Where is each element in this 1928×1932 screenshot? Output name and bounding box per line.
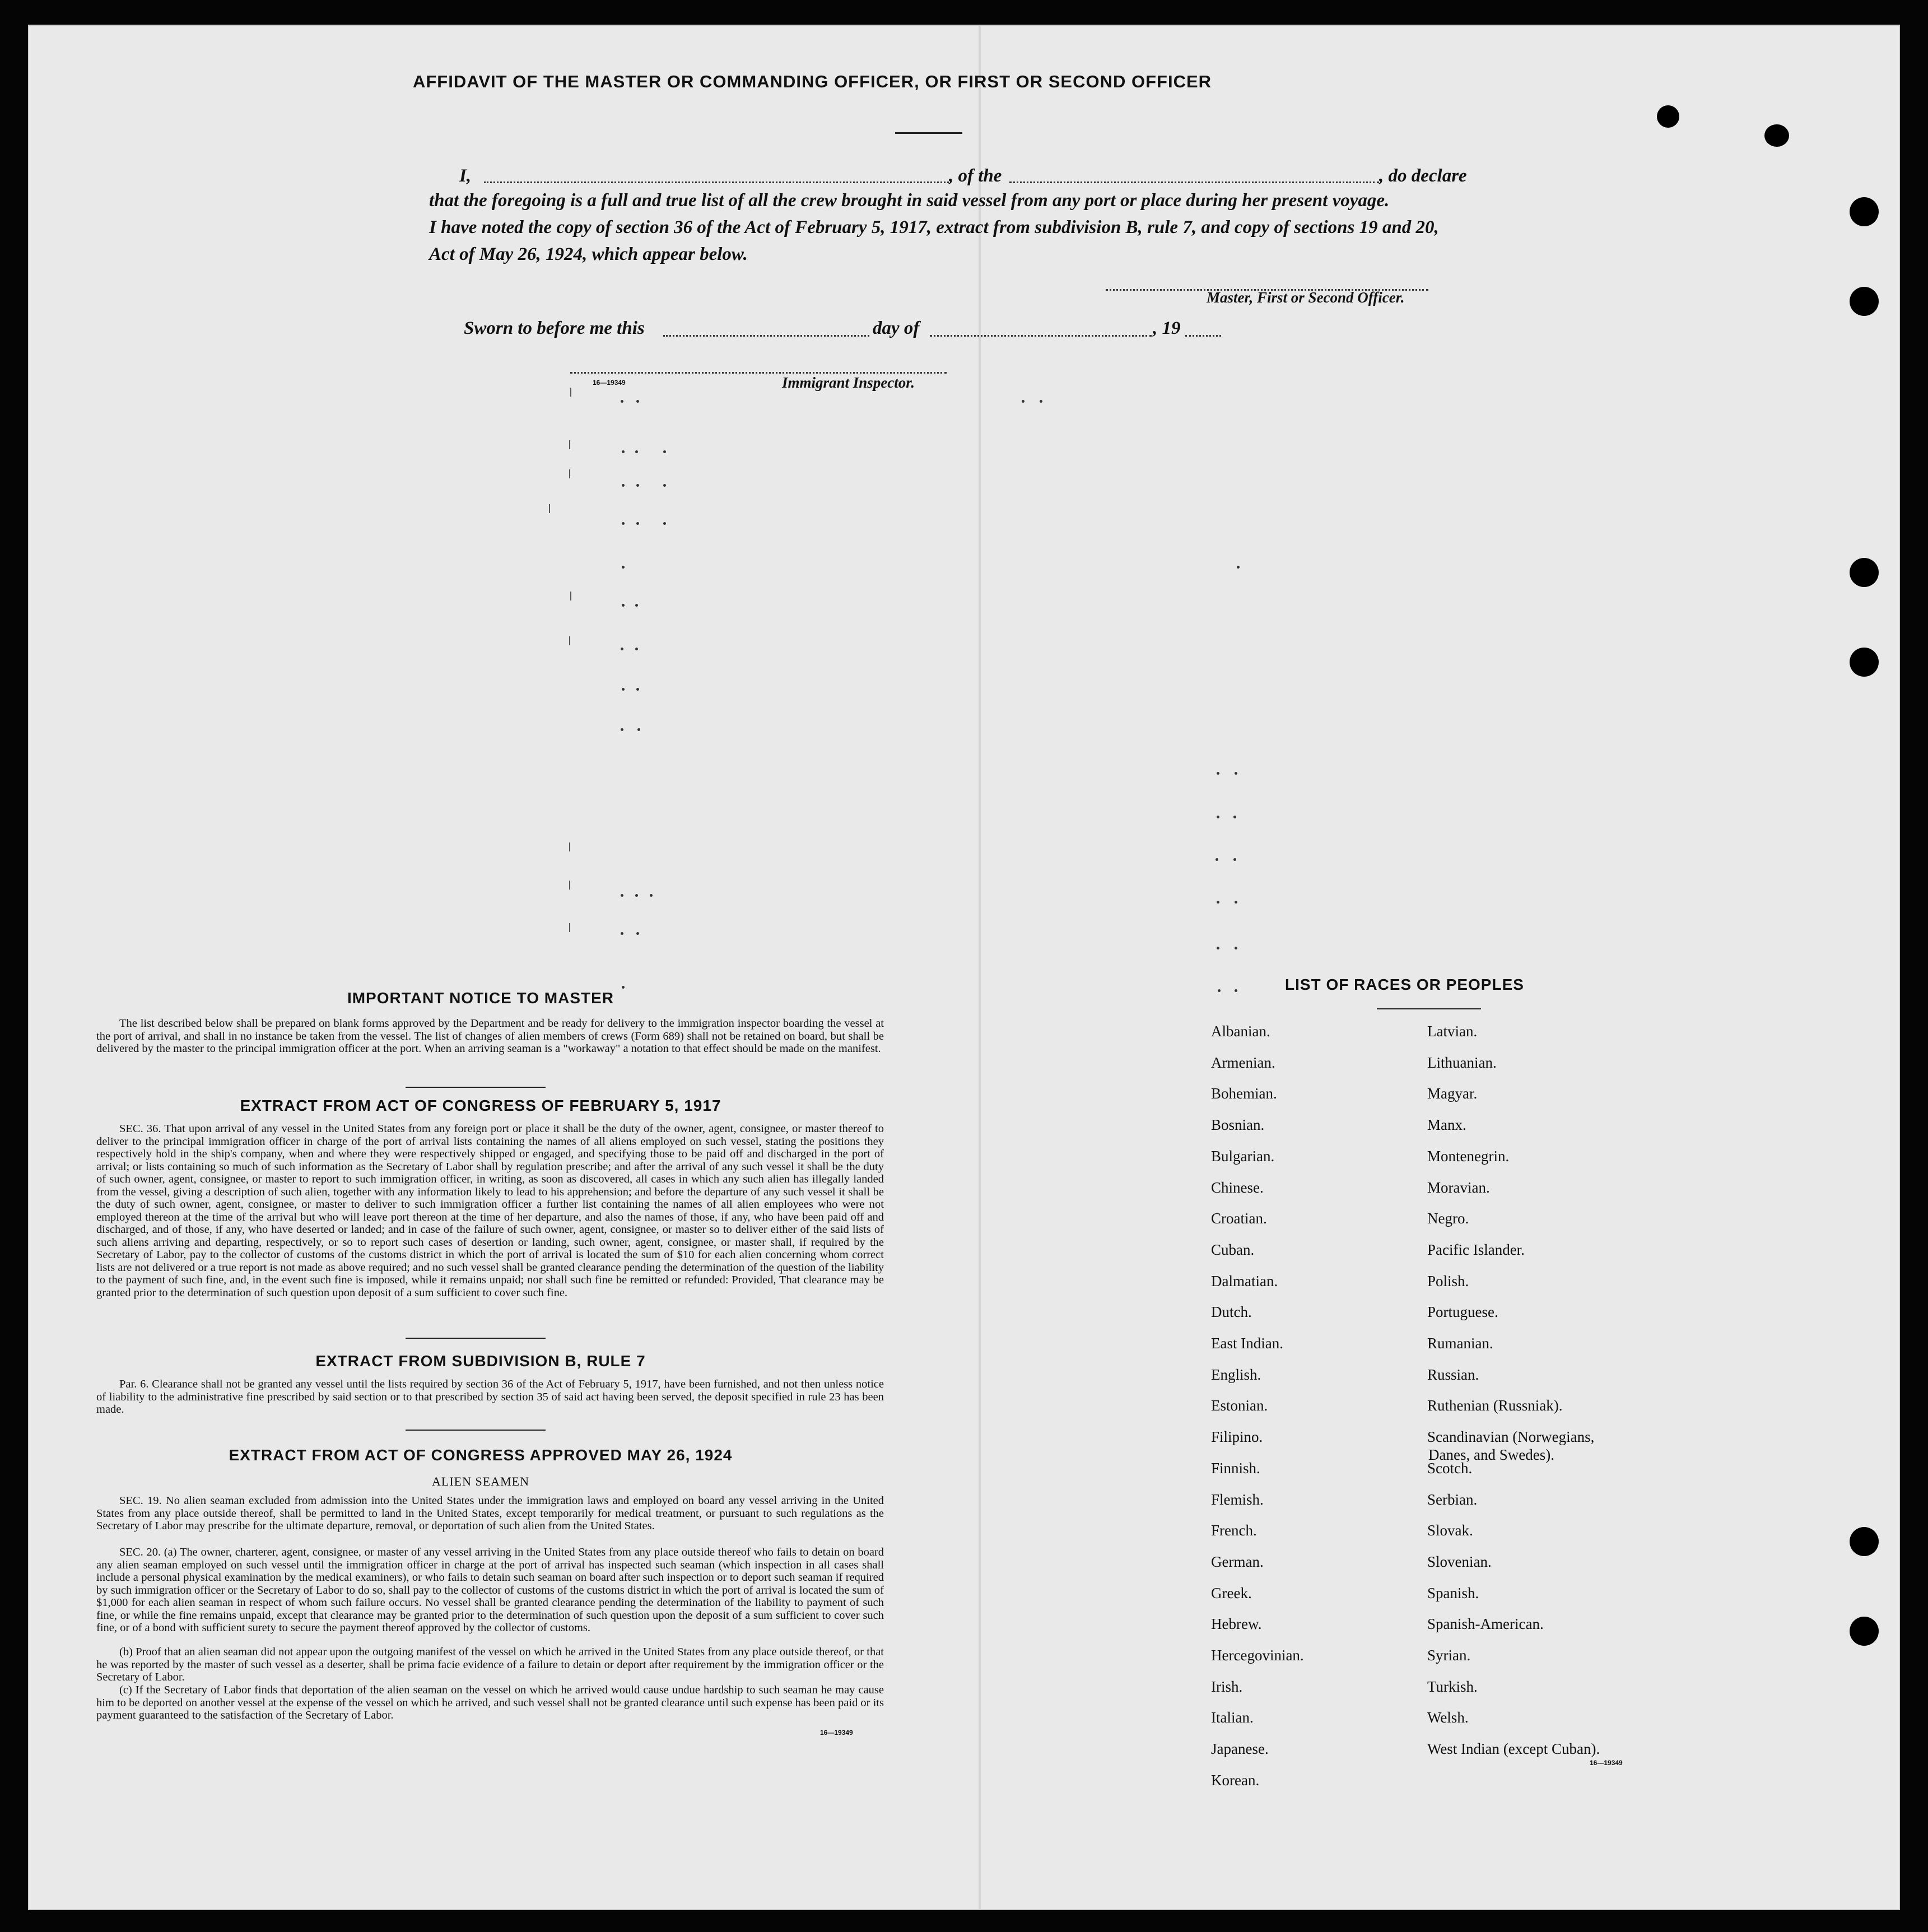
notice-text: The list described below shall be prepared on blank forms approved by the Department and be ready for delivery to the immigration inspector boarding the vessel at the port of arrival, and shall in no instance be taken from the vessel. The list of changes of alien members of crews (Form 689) shall not be retained on board, but shall be delivered by the master to the principal immigration officer at the port. When an arriving seaman is a "workaway" a notation to that effect should be made on the manifest. [96, 1017, 884, 1055]
form-number-right: 16—19349 [1590, 1759, 1623, 1767]
race-item: Hebrew. [1211, 1616, 1262, 1633]
mark [621, 728, 623, 731]
race-item: Italian. [1211, 1709, 1254, 1726]
subdivision-heading: EXTRACT FROM SUBDIVISION B, RULE 7 [315, 1352, 646, 1370]
mark [663, 450, 666, 453]
race-item: Dalmatian. [1211, 1272, 1278, 1289]
mark [569, 923, 570, 932]
race-item: Welsh. [1427, 1709, 1469, 1726]
form-number-left: 16—19349 [820, 1729, 853, 1737]
sworn-year: , 19 [1153, 318, 1181, 338]
mark [622, 604, 625, 607]
extract-1917-heading: EXTRACT FROM ACT OF CONGRESS OF FEBRUARY 5, 1917 [240, 1097, 721, 1114]
section-rule [406, 1430, 546, 1431]
mark [621, 648, 623, 650]
race-item: Flemish. [1211, 1491, 1264, 1508]
mark [622, 986, 625, 989]
mark [570, 388, 571, 397]
inspector-label: Immigrant Inspector. [782, 374, 915, 391]
mark [1235, 989, 1237, 992]
race-item: Cuban. [1211, 1241, 1255, 1258]
race-item: Magyar. [1427, 1085, 1478, 1102]
race-item: Irish. [1211, 1678, 1243, 1695]
declaration-line3: I have noted the copy of section 36 of the Act of February 5, 1917, extract from subdivision B, rule 7, and copy of sections 19 and 20, [429, 217, 1439, 238]
mark [569, 881, 570, 890]
mark [636, 932, 639, 935]
extract-1917-text: SEC. 36. That upon arrival of any vessel in the United States from any foreign port or place it shall be the duty of the owner, agent, consignee, or master thereof to deliver to the principal immigration officer in charge of the port of arrival lists containing the names of all aliens employed on such vessel, stating the positions they respectively hold in the ship's company, when and where they were respectively shipped or engaged, and specifying those to be paid off and discharged in the port of arrival; or lists containing so much of such information as the Secretary of Labor shall by regulation prescribe; and after the arrival of any such vessel it shall be the duty of such owner, agent, consignee, or master to report to such immigration officer, in writing, as soon as discovered, all cases in which any such alien has illegally landed from the vessel, giving a description of such alien, together with any information likely to lead to his apprehension; and before the departure of any such vessel it shall be the duty of such owner, agent, consignee, or master to deliver to such immigration officer a further list containing the names of all alien employees who were not employed thereon at the time of the arrival but who will leave port thereon at the time of her departure, and also the names of those, if any, who have been paid off and discharged, and of those, if any, who have deserted or landed; and in case of the failure of such owner, agent, consignee, or master so to deliver either of the said lists of such aliens arriving and departing, respectively, or so to report such cases of desertion or landing, such owner, agent, consignee, or master shall, if required by the Secretary of Labor, pay to the collector of customs of the customs district in which the port of arrival is located the sum of $10 for each alien concerning whom correct lists are not delivered or a true report is not made as above required; and no such vessel shall be granted clearance pending the determination of the question of the liability to the payment of such fine, and, in the event such fine is imposed, while it remains unpaid; nor shall such fine be remitted or refunded: Provided, That clearance may be granted prior to the determination of such question upon deposit of a sum sufficient to cover such fine. [96, 1123, 884, 1299]
sworn-day-field[interactable] [663, 335, 869, 337]
mark [570, 592, 571, 600]
fold-line [979, 26, 981, 1909]
race-item: Spanish-American. [1427, 1616, 1544, 1633]
race-item: Negro. [1427, 1210, 1469, 1227]
sec20c-text: (c) If the Secretary of Labor finds that deportation of the alien seaman on the vessel on which he arrived would cause undue hardship to such seaman he may cause him to be deported on another vessel at the expense of the vessel on which he arrived, and such vessel shall not be granted clearance until such expense has been paid or its payment guaranteed to the satisfaction of the Secretary of Labor. [96, 1684, 884, 1721]
race-item: Croatian. [1211, 1210, 1267, 1227]
mark [1217, 901, 1219, 904]
race-item: Chinese. [1211, 1179, 1264, 1196]
mark [622, 522, 625, 525]
mark [1235, 947, 1237, 949]
race-item: Pacific Islander. [1427, 1241, 1525, 1258]
race-item: Russian. [1427, 1366, 1479, 1383]
race-item: West Indian (except Cuban). [1427, 1740, 1600, 1758]
mark [636, 688, 639, 691]
race-item: Finnish. [1211, 1459, 1260, 1477]
notice-heading: IMPORTANT NOTICE TO MASTER [347, 989, 614, 1007]
section-rule [406, 1087, 546, 1088]
mark [622, 484, 625, 487]
mark [663, 522, 666, 525]
mark [621, 932, 623, 935]
sec20b-text: (b) Proof that an alien seaman did not appear upon the outgoing manifest of the vessel on which he arrived in the United States from any place outside thereof, or that he was reported by the master of such vessel as a deserter, shall be prima facie evidence of a failure to detain or deport after requirement by the immigration officer or the Secretary of Labor. [96, 1646, 884, 1683]
race-item: Ruthenian (Russniak). [1427, 1397, 1563, 1414]
race-item: French. [1211, 1522, 1257, 1539]
mark [622, 450, 625, 453]
mark [635, 450, 638, 453]
race-item: Serbian. [1427, 1491, 1478, 1508]
section-rule [406, 1338, 546, 1339]
mark [1217, 947, 1219, 949]
vessel-name-field[interactable] [1009, 181, 1379, 183]
race-item: East Indian. [1211, 1335, 1283, 1352]
signature-label: Master, First or Second Officer. [1207, 289, 1405, 306]
race-item: Rumanian. [1427, 1335, 1493, 1352]
extract-1924-heading: EXTRACT FROM ACT OF CONGRESS APPROVED MAY 26, 1924 [229, 1446, 733, 1464]
races-heading: LIST OF RACES OR PEOPLES [1285, 976, 1524, 993]
mark [1217, 816, 1219, 818]
race-item: Bohemian. [1211, 1085, 1277, 1102]
mark [569, 440, 570, 449]
mark [569, 469, 570, 478]
punch-hole [1850, 1527, 1879, 1556]
punch-hole [1764, 124, 1789, 147]
mark [1235, 901, 1237, 904]
race-item: Turkish. [1427, 1678, 1478, 1695]
subdivision-text: Par. 6. Clearance shall not be granted any vessel until the lists required by section 36 of the Act of February 5, 1917, have been furnished, and not then unless notice of liability to the administrative fine prescribed by said section or to that prescribed by section 35 of said act having been served, the deposit specified in rule 23 has been made. [96, 1378, 884, 1416]
races-rule [1377, 1008, 1481, 1009]
race-item: Greek. [1211, 1584, 1252, 1602]
race-item: Estonian. [1211, 1397, 1268, 1414]
mark [1216, 858, 1218, 861]
punch-hole [1850, 287, 1879, 316]
mark [622, 566, 625, 569]
declaration-line2: that the foregoing is a full and true list of all the crew brought in said vessel from any port or place during her present voyage. [429, 190, 1390, 211]
race-item: Latvian. [1427, 1023, 1478, 1040]
mark [1233, 816, 1236, 818]
race-item: Portuguese. [1427, 1303, 1498, 1321]
race-item: Armenian. [1211, 1054, 1275, 1071]
race-item: Korean. [1211, 1771, 1260, 1789]
race-item: Moravian. [1427, 1179, 1490, 1196]
mark [1218, 989, 1221, 992]
mark [1040, 400, 1042, 403]
mark [650, 894, 653, 897]
declaration-i: I, [459, 166, 472, 186]
mark [1022, 400, 1024, 403]
race-item: Danes, and Swedes). [1428, 1446, 1554, 1464]
declarant-name-field[interactable] [484, 181, 949, 183]
inspector-signature-field[interactable] [570, 372, 947, 374]
race-item: English. [1211, 1366, 1261, 1383]
alien-seamen-subheading: ALIEN SEAMEN [432, 1474, 529, 1488]
declaration-of-the: , of the [949, 166, 1002, 186]
mark [637, 728, 640, 731]
declaration-line4: Act of May 26, 1924, which appear below. [429, 244, 748, 264]
mark [635, 894, 638, 897]
race-item: Syrian. [1427, 1647, 1471, 1664]
mark [1233, 858, 1236, 861]
mark [1217, 772, 1219, 775]
sworn-text: Sworn to before me this [464, 318, 645, 338]
mark [621, 400, 623, 403]
race-item: Filipino. [1211, 1428, 1263, 1446]
mark [622, 688, 625, 691]
mark [1237, 566, 1240, 569]
sworn-year-field[interactable] [1185, 335, 1221, 337]
sworn-day-of: day of [873, 318, 920, 338]
race-item: German. [1211, 1553, 1264, 1570]
race-item: Spanish. [1427, 1584, 1479, 1602]
mark [635, 648, 638, 650]
sworn-month-field[interactable] [930, 335, 1152, 337]
declaration-do-declare: , do declare [1379, 166, 1467, 186]
race-item: Montenegrin. [1427, 1147, 1510, 1165]
mark [636, 400, 639, 403]
punch-hole [1850, 1617, 1879, 1646]
mark [569, 636, 570, 645]
mark [569, 842, 570, 851]
sec19-text: SEC. 19. No alien seaman excluded from admission into the United States under the immigration laws and employed on board any vessel arriving in the United States from any place outside thereof, shall be permitted to land in the United States, except temporarily for medical treatment, or pursuant to such regulations as the Secretary of Labor may prescribe for the ultimate departure, removal, or deportation of such alien from the United States. [96, 1495, 884, 1532]
punch-hole [1850, 197, 1879, 226]
punch-hole [1850, 648, 1879, 677]
race-item: Lithuanian. [1427, 1054, 1497, 1071]
race-item: Bosnian. [1211, 1116, 1265, 1134]
sec20a-text: SEC. 20. (a) The owner, charterer, agent, consignee, or master of any vessel arriving in the United States from any place outside thereof who fails to detain on board any alien seaman employed on such vessel until the immigration officer in charge at the port of arrival has inspected such seaman (which inspection in all cases shall include a personal physical examination by the medical examiners), or who fails to detain such seaman on board after such inspection or to deport such seaman if required by such immigration officer or the Secretary of Labor to do so, shall pay to the collector of customs of the customs district in which the port of arrival is located the sum of $1,000 for each alien seaman in respect of whom such failure occurs. No vessel shall be granted clearance pending the determination of the liability to payment of such fine, or while the fine remains unpaid, except that clearance may be granted prior to the determination of such question upon the deposit of a sum sufficient to cover such fine, or of a bond with sufficient surety to secure the payment thereof approved by the collector of customs. [96, 1546, 884, 1634]
race-item: Scandinavian (Norwegians, [1427, 1428, 1595, 1446]
mark [621, 894, 623, 897]
race-item: Bulgarian. [1211, 1147, 1275, 1165]
title-rule [895, 132, 962, 134]
mark [663, 484, 666, 487]
mark [1235, 772, 1237, 775]
race-item: Polish. [1427, 1272, 1469, 1289]
race-item: Dutch. [1211, 1303, 1252, 1321]
race-item: Scotch. [1427, 1459, 1473, 1477]
mark [549, 504, 550, 513]
mark [636, 484, 639, 487]
mark [636, 522, 639, 525]
affidavit-title: AFFIDAVIT OF THE MASTER OR COMMANDING OFFICER, OR FIRST OR SECOND OFFICER [412, 72, 1212, 91]
punch-hole [1850, 558, 1879, 587]
mark [635, 604, 638, 607]
punch-hole [1657, 105, 1679, 128]
race-item: Slovenian. [1427, 1553, 1492, 1570]
race-item: Japanese. [1211, 1740, 1269, 1758]
race-item: Slovak. [1427, 1522, 1473, 1539]
race-item: Albanian. [1211, 1023, 1270, 1040]
race-item: Manx. [1427, 1116, 1466, 1134]
race-item: Hercegovinian. [1211, 1647, 1304, 1664]
form-number-top: 16—19349 [593, 379, 626, 387]
